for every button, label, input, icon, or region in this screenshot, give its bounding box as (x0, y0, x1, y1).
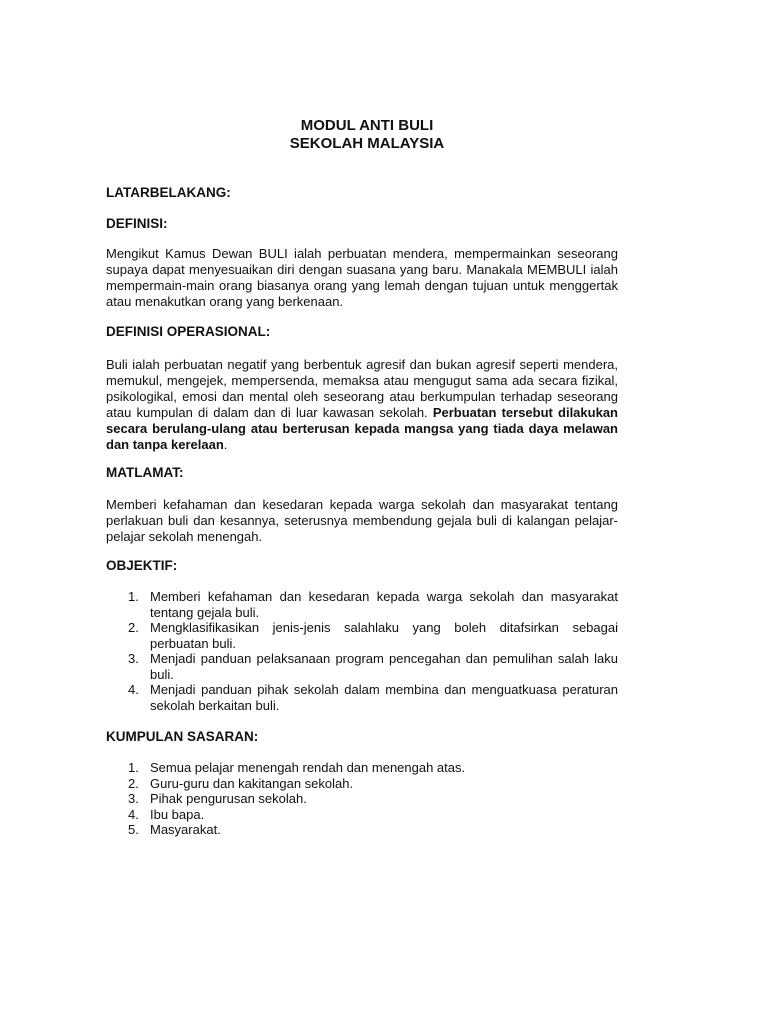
kumpulan-sasaran-list (128, 760, 618, 838)
definisi-paragraph: Mengikut Kamus Dewan BULI ialah perbuatan mendera, mempermainkan seseorang supaya dapat menyesuaikan diri dengan suasana yang baru. Manakala MEMBULI ialah mempermain-main orang biasanya orang yang lemah dengan tujuan untuk menggertak atau menakutkan orang yang berkenaan. (106, 246, 618, 309)
objektif-list (128, 589, 618, 713)
heading-latarbelakang: LATARBELAKANG: (106, 185, 231, 200)
heading-matlamat: MATLAMAT: (106, 465, 184, 480)
list-item: 2. Guru-guru dan kakitangan sekolah. (128, 775, 354, 791)
list-item: 1. Memberi kefahaman dan kesedaran kepada warga sekolah dan masyarakat tentang gejala buli. (128, 589, 618, 620)
heading-definisi: DEFINISI: (106, 216, 168, 231)
list-item: 3. Pihak pengurusan sekolah. (128, 791, 307, 806)
list-item: 4. Menjadi panduan pihak sekolah dalam membina dan menguatkuasa peraturan sekolah berkaitan buli. (128, 682, 618, 713)
matlamat-paragraph: Memberi kefahaman dan kesedaran kepada warga sekolah dan masyarakat tentang perlakuan buli dan kesannya, seterusnya membendung gejala buli di kalangan pelajar-pelajar sekolah menengah. (106, 497, 618, 544)
definisi-operasional-paragraph (106, 357, 618, 453)
document-title: MODUL ANTI BULI (300, 117, 434, 134)
heading-objektif: OBJEKTIF: (106, 558, 178, 573)
heading-kumpulan-sasaran: KUMPULAN SASARAN: (106, 729, 259, 744)
list-item: 1. Semua pelajar menengah rendah dan menengah atas. (128, 760, 466, 775)
operasional-bold-text: Perbuatan tersebut dilakukan secara berulang-ulang atau berterusan kepada mangsa yang tiada daya melawan dan tanpa kerelaan (106, 405, 618, 452)
operasional-text: Buli ialah perbuatan negatif yang berbentuk agresif dan bukan agresif seperti mendera, memukul, mengejek, mempersenda, memaksa atau mengugut sama ada secara fizikal, psikologikal, emosi dan mental oleh seseorang atau berkumpulan terhadap seseorang atau kumpulan di dalam dan di luar kawasan sekolah. (106, 357, 618, 420)
heading-definisi-operasional: DEFINISI OPERASIONAL: (106, 324, 271, 339)
operasional-end: . (223, 437, 228, 452)
list-item: 2. Mengklasifikasikan jenis-jenis salahlaku yang boleh ditafsirkan sebagai perbuatan buli. (128, 620, 618, 651)
list-item: 3. Menjadi panduan pelaksanaan program pencegahan dan pemulihan salah laku buli. (128, 651, 618, 682)
document-subtitle: SEKOLAH MALAYSIA (289, 135, 445, 152)
list-item: 4. Ibu bapa. (128, 806, 205, 822)
list-item: 5. Masyarakat. (128, 822, 221, 837)
